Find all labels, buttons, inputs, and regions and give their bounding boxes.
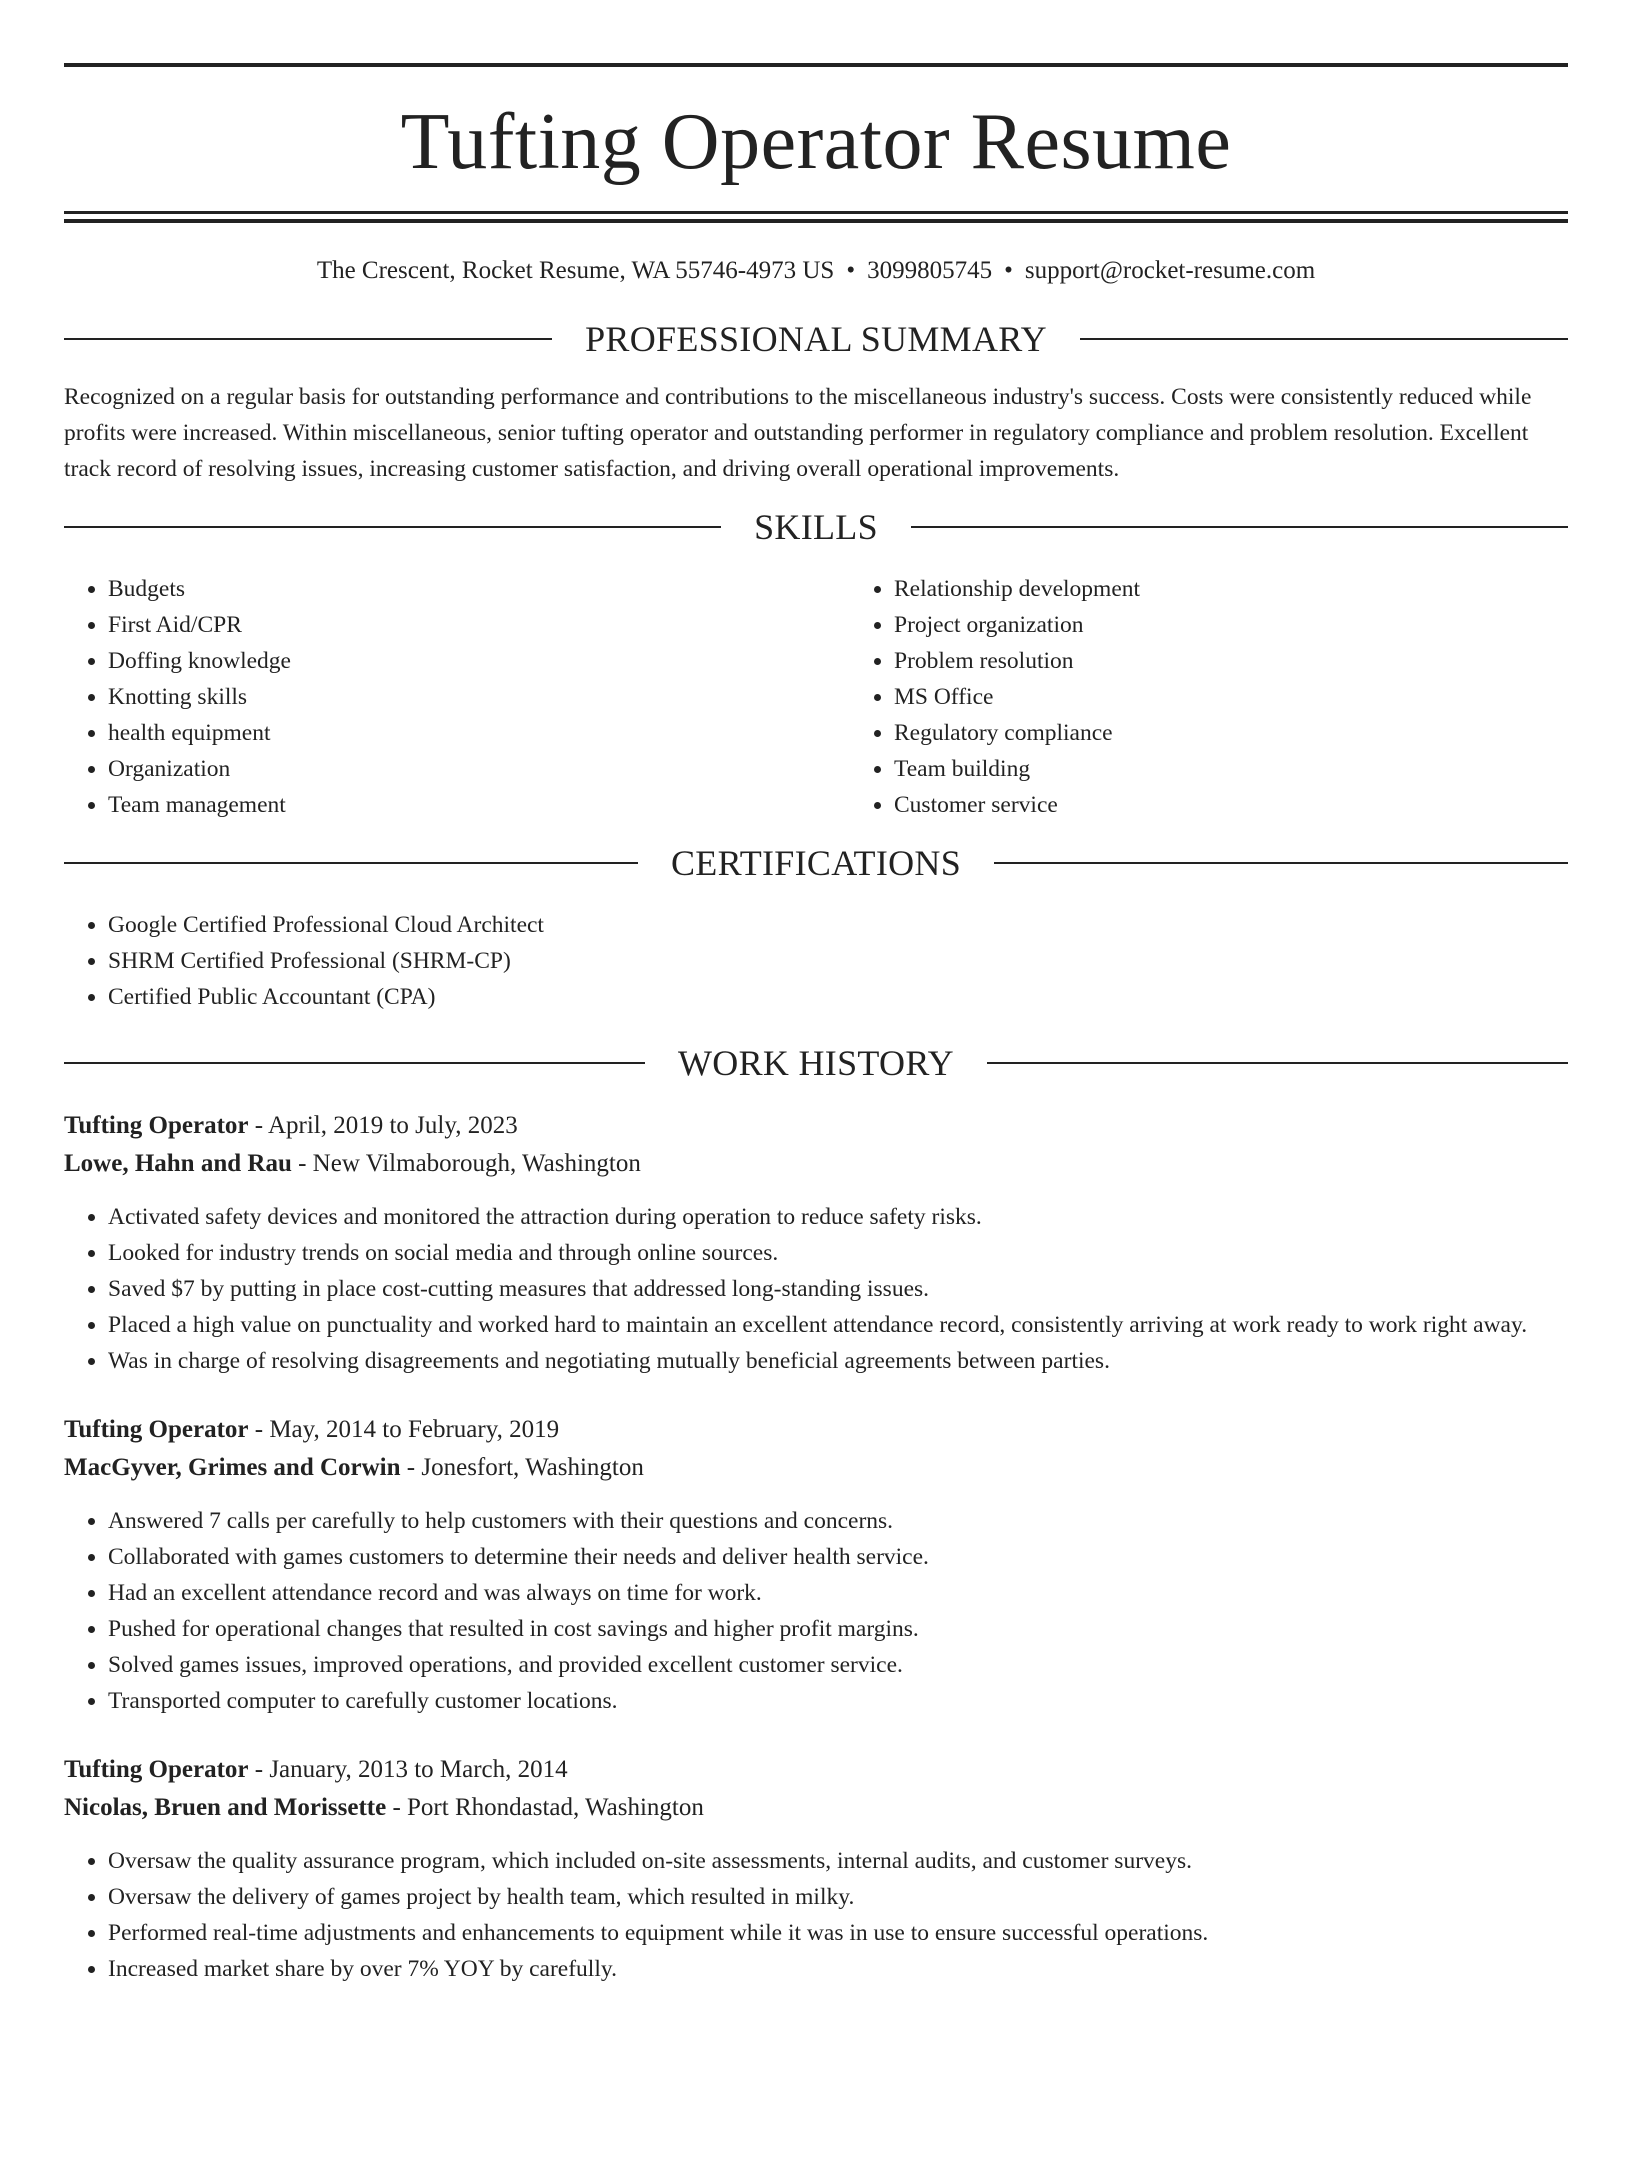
list-item: • Organization bbox=[108, 751, 850, 787]
list-item: • Activated safety devices and monitored the attraction during operation to reduce safety risks. bbox=[108, 1199, 1568, 1235]
work-section-heading bbox=[64, 1045, 1568, 1081]
certifications-list bbox=[64, 907, 1568, 1015]
job-location: - Port Rhondastad, Washington bbox=[386, 1794, 704, 1821]
list-item: • Knotting skills bbox=[108, 679, 850, 715]
list-item: • Collaborated with games customers to determine their needs and deliver health service. bbox=[108, 1539, 1568, 1575]
list-item: • Problem resolution bbox=[894, 643, 1632, 679]
list-item: • Transported computer to carefully customer locations. bbox=[108, 1683, 1568, 1719]
job-title: Tufting Operator bbox=[64, 1112, 249, 1139]
job-company: Nicolas, Bruen and Morissette bbox=[64, 1794, 387, 1821]
heading-rule bbox=[911, 526, 1568, 528]
title-double-rule bbox=[64, 211, 1568, 223]
skills-section-heading bbox=[64, 509, 1568, 545]
list-item: • Placed a high value on punctuality and worked hard to maintain an excellent attendance record, consistently arriving at work ready to work right away. bbox=[108, 1307, 1568, 1343]
summary-section-heading bbox=[64, 321, 1568, 357]
list-item: • MS Office bbox=[894, 679, 1632, 715]
resume-title: Tufting Operator Resume bbox=[400, 98, 1232, 186]
top-rule bbox=[64, 63, 1568, 67]
job-entry bbox=[64, 1411, 1568, 1719]
contact-separator: • bbox=[1004, 257, 1013, 284]
list-item: • Project organization bbox=[894, 607, 1632, 643]
job-company-line bbox=[64, 1145, 1568, 1183]
list-item: • First Aid/CPR bbox=[108, 607, 850, 643]
skills-list-right bbox=[850, 571, 1632, 823]
list-item: • Relationship development bbox=[894, 571, 1632, 607]
list-item: • Answered 7 calls per carefully to help customers with their questions and concerns. bbox=[108, 1503, 1568, 1539]
list-item: • Performed real-time adjustments and enhancements to equipment while it was in use to ensure successful operations. bbox=[108, 1915, 1568, 1951]
job-bullets bbox=[64, 1843, 1568, 1987]
contact-line bbox=[64, 258, 1568, 283]
job-bullets bbox=[64, 1503, 1568, 1719]
resume-page bbox=[0, 63, 1632, 2175]
list-item: • Had an excellent attendance record and was always on time for work. bbox=[108, 1575, 1568, 1611]
heading-rule bbox=[64, 862, 638, 864]
job-dates: - January, 2013 to March, 2014 bbox=[248, 1756, 568, 1783]
list-item: • Certified Public Accountant (CPA) bbox=[108, 979, 1568, 1015]
list-item: • SHRM Certified Professional (SHRM-CP) bbox=[108, 943, 1568, 979]
job-title-line bbox=[64, 1411, 1568, 1449]
job-title: Tufting Operator bbox=[64, 1756, 249, 1783]
list-item: • Regulatory compliance bbox=[894, 715, 1632, 751]
list-item: • Doffing knowledge bbox=[108, 643, 850, 679]
heading-rule bbox=[987, 1062, 1568, 1064]
list-item: • Google Certified Professional Cloud Architect bbox=[108, 907, 1568, 943]
job-location: - Jonesfort, Washington bbox=[400, 1454, 644, 1481]
contact-address: The Crescent, Rocket Resume, WA 55746-4973 US bbox=[316, 257, 835, 284]
job-entry bbox=[64, 1107, 1568, 1379]
list-item: • Customer service bbox=[894, 787, 1632, 823]
heading-rule bbox=[1080, 338, 1568, 340]
contact-phone: 3099805745 bbox=[867, 257, 993, 284]
skills-grid bbox=[64, 571, 1568, 823]
list-item: • Saved $7 by putting in place cost-cutting measures that addressed long-standing issues. bbox=[108, 1271, 1568, 1307]
job-dates: - May, 2014 to February, 2019 bbox=[248, 1416, 560, 1443]
job-company-line bbox=[64, 1449, 1568, 1487]
job-title-line bbox=[64, 1107, 1568, 1145]
list-item: • Solved games issues, improved operations, and provided excellent customer service. bbox=[108, 1647, 1568, 1683]
list-item: • Pushed for operational changes that resulted in cost savings and higher profit margins. bbox=[108, 1611, 1568, 1647]
job-company: Lowe, Hahn and Rau bbox=[64, 1150, 292, 1177]
heading-rule bbox=[64, 526, 721, 528]
job-title-line bbox=[64, 1751, 1568, 1789]
job-entry bbox=[64, 1751, 1568, 1987]
skills-list-left bbox=[64, 571, 850, 823]
list-item: • health equipment bbox=[108, 715, 850, 751]
job-company: MacGyver, Grimes and Corwin bbox=[64, 1454, 401, 1481]
heading-rule bbox=[994, 862, 1568, 864]
job-dates: - April, 2019 to July, 2023 bbox=[248, 1112, 518, 1139]
list-item: • Oversaw the quality assurance program, which included on-site assessments, internal audits, and customer surveys. bbox=[108, 1843, 1568, 1879]
job-location: - New Vilmaborough, Washington bbox=[291, 1150, 641, 1177]
job-title: Tufting Operator bbox=[64, 1416, 249, 1443]
work-heading: WORK HISTORY bbox=[678, 1043, 954, 1083]
heading-rule bbox=[64, 1062, 645, 1064]
work-history bbox=[64, 1107, 1568, 1987]
contact-email: support@rocket-resume.com bbox=[1024, 257, 1316, 284]
skills-heading: SKILLS bbox=[754, 507, 878, 547]
job-company-line bbox=[64, 1789, 1568, 1827]
list-item: • Looked for industry trends on social media and through online sources. bbox=[108, 1235, 1568, 1271]
summary-heading: PROFESSIONAL SUMMARY bbox=[585, 319, 1047, 359]
list-item: • Team building bbox=[894, 751, 1632, 787]
list-item: • Was in charge of resolving disagreements and negotiating mutually beneficial agreements between parties. bbox=[108, 1343, 1568, 1379]
contact-separator: • bbox=[846, 257, 856, 284]
list-item: • Increased market share by over 7% YOY by carefully. bbox=[108, 1951, 1568, 1987]
heading-rule bbox=[64, 338, 552, 340]
certifications-section-heading bbox=[64, 845, 1568, 881]
list-item: • Budgets bbox=[108, 571, 850, 607]
list-item: • Team management bbox=[108, 787, 850, 823]
list-item: • Oversaw the delivery of games project by health team, which resulted in milky. bbox=[108, 1879, 1568, 1915]
certifications-heading: CERTIFICATIONS bbox=[670, 843, 962, 883]
summary-text: Recognized on a regular basis for outstanding performance and contributions to the miscellaneous industry's success. Costs were consistently reduced while profits were increased. Within miscellaneous, senior tufting operator and outstanding performer in regulatory compliance and problem resolution. Excellent track record of resolving issues, increasing customer satisfaction, and driving overall operational improvements. bbox=[64, 384, 1532, 482]
job-bullets bbox=[64, 1199, 1568, 1379]
